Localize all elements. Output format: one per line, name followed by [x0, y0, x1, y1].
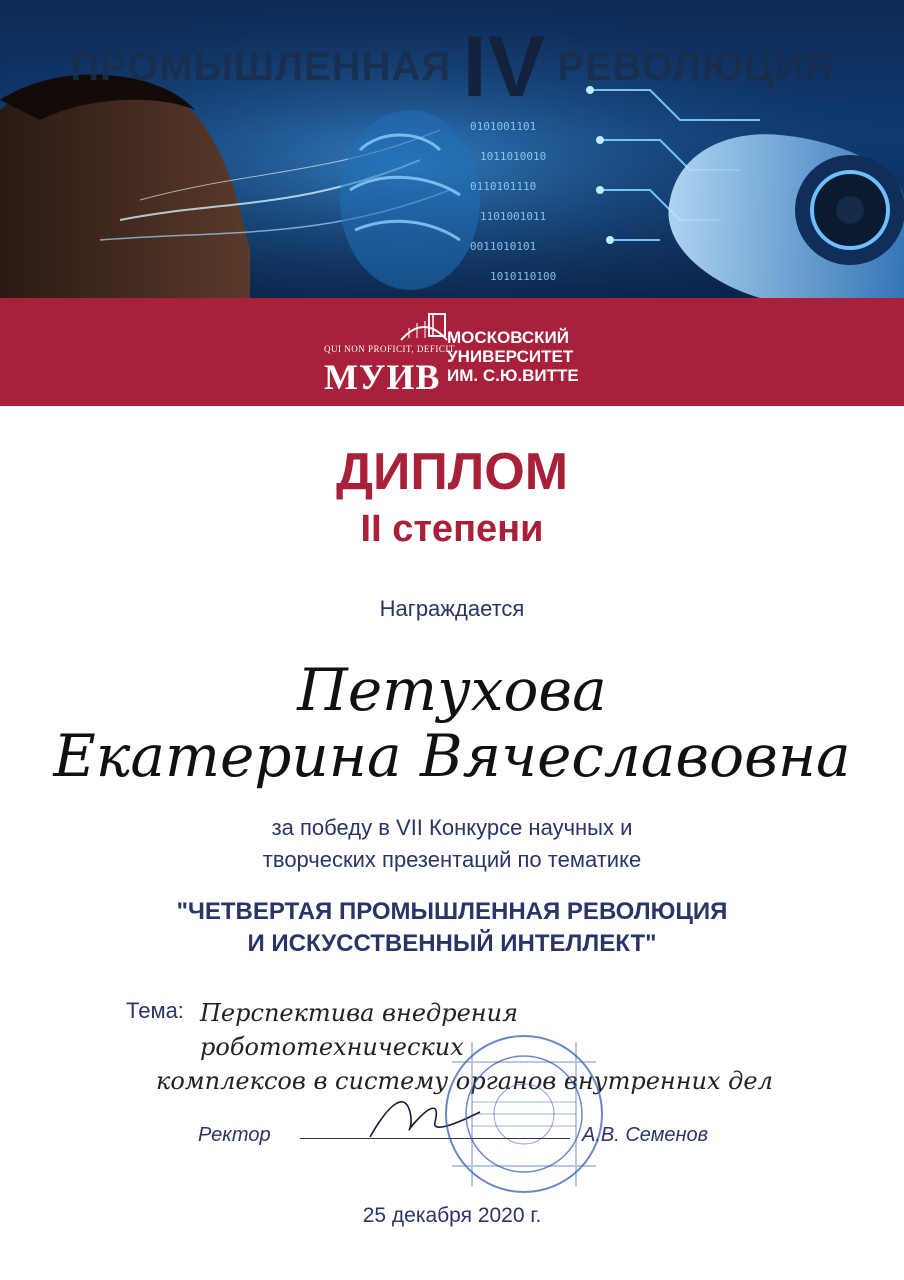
logo-name-line1: МОСКОВСКИЙ	[447, 328, 569, 347]
logo-motto: QUI NON PROFICIT, DEFICIT	[324, 344, 455, 354]
banner-roman-numeral: IV	[462, 19, 546, 115]
svg-text:0011010101: 0011010101	[470, 240, 537, 253]
rector-label: Ректор	[198, 1124, 271, 1146]
topic-line2: комплексов в систему органов внутренних дел	[156, 1067, 773, 1095]
award-date: 25 декабря 2020 г.	[362, 1204, 542, 1227]
svg-text:1010110100: 1010110100	[490, 270, 557, 283]
banner-word-left: ПРОМЫШЛЕННАЯ	[70, 45, 452, 89]
contest-title-line2: И ИСКУССТВЕННЫЙ ИНТЕЛЛЕКТ"	[247, 930, 657, 957]
logo-name	[447, 328, 579, 385]
award-reason-line2: творческих презентаций по тематике	[262, 847, 642, 872]
recipient-surname: Петухова	[297, 656, 607, 724]
contest-title-line1: "ЧЕТВЕРТАЯ ПРОМЫШЛЕННАЯ РЕВОЛЮЦИЯ	[176, 898, 728, 925]
university-logo	[324, 310, 584, 396]
header-banner	[0, 0, 904, 298]
logo-abbreviation: МУИВ	[324, 357, 441, 397]
svg-text:1011010010: 1011010010	[480, 150, 547, 163]
svg-text:0101001101: 0101001101	[470, 120, 537, 133]
banner-title	[0, 18, 904, 117]
award-reason-line1: за победу в VII Конкурсе научных и	[271, 815, 633, 840]
award-reason	[0, 812, 904, 876]
topic-label: Тема:	[126, 998, 184, 1023]
svg-text:0110101110: 0110101110	[470, 180, 537, 193]
logo-name-line2: УНИВЕРСИТЕТ	[447, 347, 574, 366]
rector-name: А.В. Семенов	[582, 1124, 709, 1146]
topic-line1: Перспектива внедрения робототехнических	[200, 999, 518, 1061]
contest-title	[0, 896, 904, 960]
diploma-title: ДИПЛОМ	[335, 443, 569, 501]
svg-text:1101001011: 1101001011	[480, 210, 547, 223]
university-stamp	[442, 1032, 606, 1196]
awarded-label: Награждается	[379, 596, 525, 621]
recipient-given-names: Екатерина Вячеславовна	[53, 722, 851, 790]
logo-name-line3: ИМ. С.Ю.ВИТТЕ	[447, 366, 579, 385]
diploma-degree: II степени	[360, 508, 544, 550]
banner-word-right: РЕВОЛЮЦИЯ	[557, 45, 834, 89]
